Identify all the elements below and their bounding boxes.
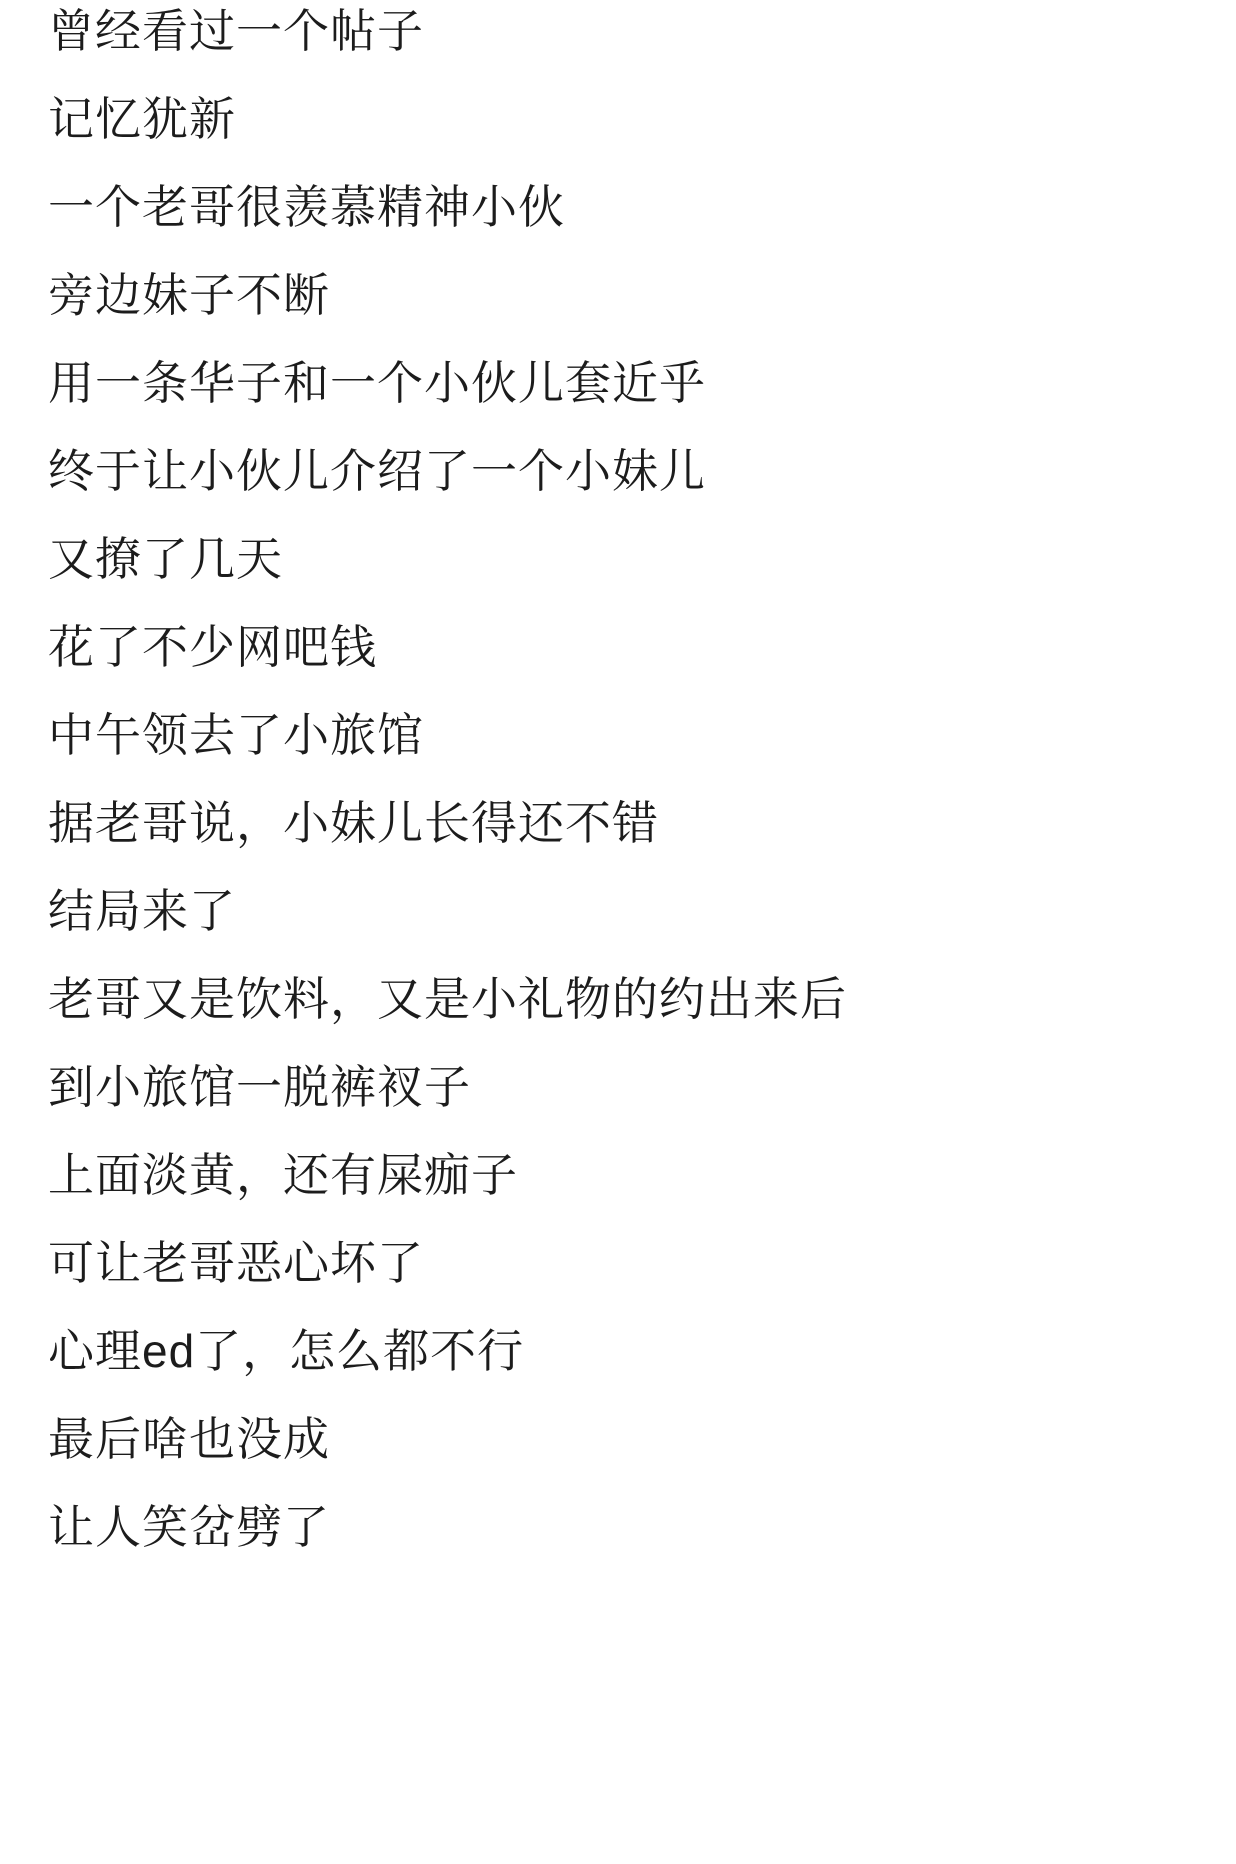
text-line: 上面淡黄，还有屎痂子 [48,1149,518,1201]
text-line: 旁边妹子不断 [48,269,330,321]
text-line: 曾经看过一个帖子 [48,5,424,57]
text-line: 可让老哥恶心坏了 [48,1237,424,1289]
story-text-block [48,5,1196,1553]
text-line: 终于让小伙儿介绍了一个小妹儿 [48,445,706,497]
text-line: 让人笑岔劈了 [48,1501,330,1553]
text-line: 结局来了 [48,885,236,937]
text-line: 最后啥也没成 [48,1413,330,1465]
text-line: 老哥又是饮料，又是小礼物的约出来后 [48,973,847,1025]
text-line: 又撩了几天 [48,533,283,585]
text-line: 到小旅馆一脱裤衩子 [48,1061,471,1113]
text-line: 据老哥说，小妹儿长得还不错 [48,797,659,849]
text-line: 记忆犹新 [48,93,236,145]
text-line: 中午领去了小旅馆 [48,709,424,761]
text-line: 心理ed了，怎么都不行 [48,1325,525,1377]
text-line: 花了不少网吧钱 [48,621,377,673]
text-line: 一个老哥很羡慕精神小伙 [48,181,565,233]
text-line: 用一条华子和一个小伙儿套近乎 [48,357,706,409]
